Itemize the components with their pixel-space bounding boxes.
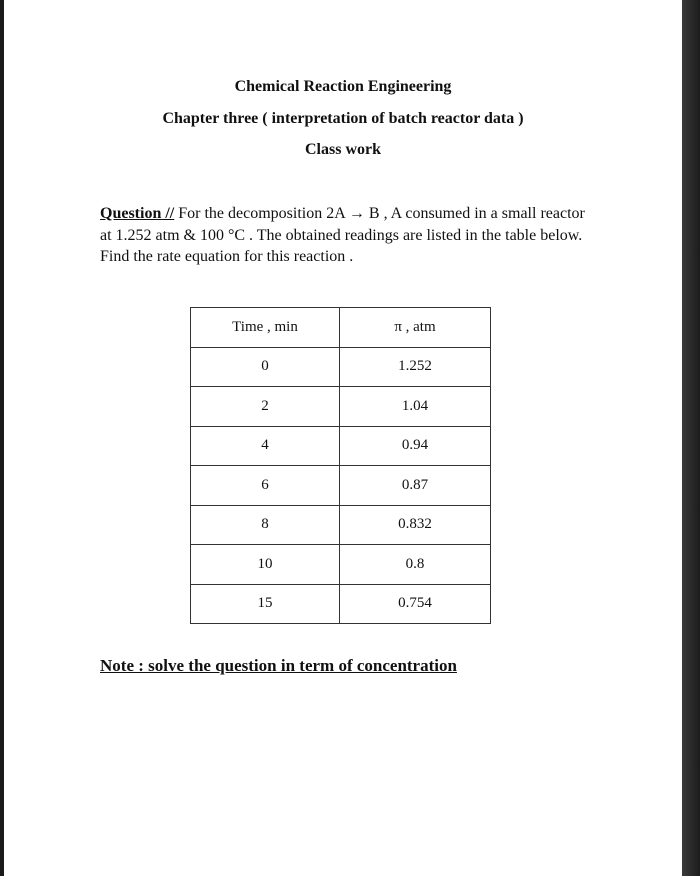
table-row <box>191 426 491 466</box>
time-cell: 0 <box>191 347 340 387</box>
question-paragraph <box>100 203 590 268</box>
table-header-row <box>191 308 491 348</box>
pressure-cell: 0.87 <box>340 466 491 506</box>
table-row <box>191 466 491 506</box>
table-row <box>191 505 491 545</box>
right-edge <box>682 0 700 876</box>
time-cell: 15 <box>191 584 340 624</box>
time-cell: 8 <box>191 505 340 545</box>
question-label: Question // <box>100 205 175 222</box>
section-title: Class work <box>304 141 381 158</box>
table-row <box>191 347 491 387</box>
pressure-cell: 0.832 <box>340 505 491 545</box>
document-page <box>4 0 682 876</box>
pressure-cell: 1.04 <box>340 387 491 427</box>
table-row <box>191 387 491 427</box>
note-text: Note : solve the question in term of concentration <box>100 656 457 675</box>
time-cell: 4 <box>191 426 340 466</box>
pressure-cell: 0.94 <box>340 426 491 466</box>
pressure-cell: 0.8 <box>340 545 491 585</box>
time-cell: 6 <box>191 466 340 506</box>
time-cell: 10 <box>191 545 340 585</box>
question-text: For the decomposition 2A → B , A consumed in a small reactor at 1.252 atm & 100 °C . The obtained readings are listed in the table below. Find the rate equation for this reaction . <box>100 205 585 265</box>
chapter-title: Chapter three ( interpretation of batch reactor data ) <box>162 110 524 127</box>
pressure-cell: 0.754 <box>340 584 491 624</box>
table-row <box>191 584 491 624</box>
header-pressure: π , atm <box>340 308 491 348</box>
readings-table <box>190 307 491 624</box>
time-cell: 2 <box>191 387 340 427</box>
table-row <box>191 545 491 585</box>
header-time: Time , min <box>191 308 340 348</box>
course-title: Chemical Reaction Engineering <box>234 78 452 95</box>
pressure-cell: 1.252 <box>340 347 491 387</box>
